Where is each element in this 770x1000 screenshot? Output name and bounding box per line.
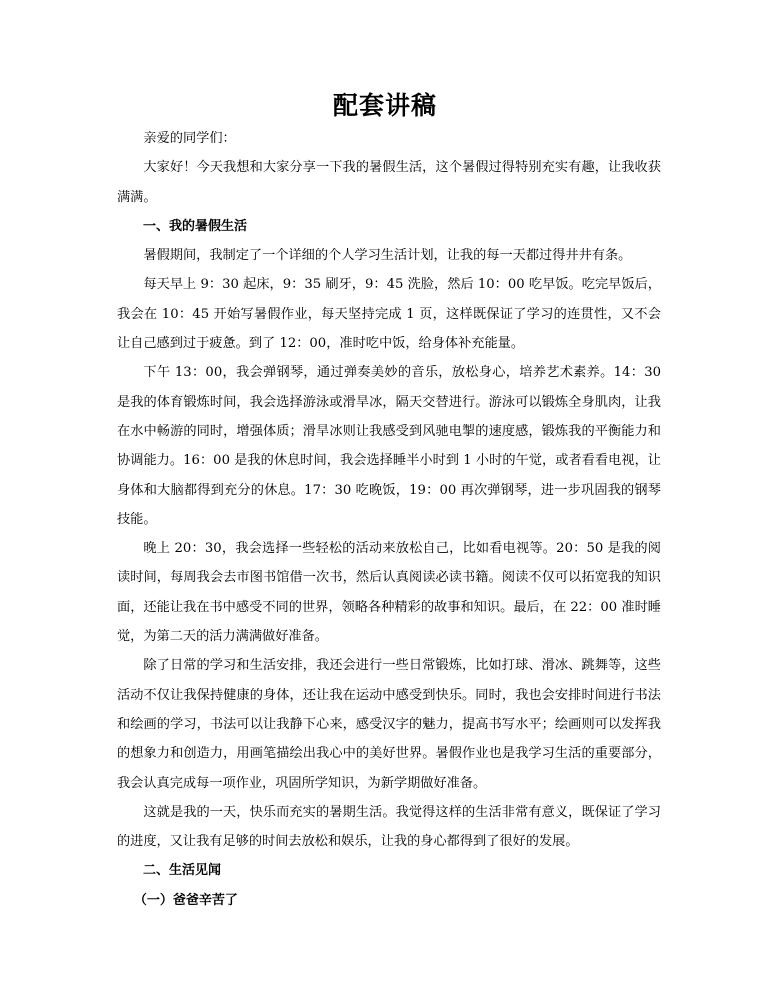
paragraph-afternoon: 下午 13：00，我会弹钢琴，通过弹奏美妙的音乐，放松身心，培养艺术素养。14：30 是我的体育锻炼时间，我会选择游泳或滑旱冰，隔天交替进行。游泳可以锻炼全身肌肉，让我在水中畅游的同时，增强体质；滑旱冰则让我感受到风驰电掣的速度感，锻炼我的平衡能力和协调能力。16：00 是我的休息时间，我会选择睡半小时到 1 小时的午觉，或者看看电视，让身体和大脑都得到充分的休息。17：30 吃晚饭，19：00 再次弹钢琴，进一步巩固我的钢琴技能。 <box>117 365 661 527</box>
paragraph-plan: 暑假期间，我制定了一个详细的个人学习生活计划，让我的每一天都过得井井有条。 <box>143 248 632 264</box>
intro-paragraph: 大家好！今天我想和大家分享一下我的暑假生活，这个暑假过得特别充实有趣，让我收获满满。 <box>117 160 661 205</box>
salutation: 亲爱的同学们： <box>143 131 236 146</box>
section-heading-summer-life: 一、我的暑假生活 <box>143 218 248 234</box>
paragraph-conclusion: 这就是我的一天，快乐而充实的暑期生活。我觉得这样的生活非常有意义，既保证了学习的进度，又让我有足够的时间去放松和娱乐，让我的身心都得到了很好的发展。 <box>117 804 661 850</box>
paragraph-evening: 晚上 20：30，我会选择一些轻松的活动来放松自己，比如看电视等。20：50 是我的阅读时间，每周我会去市图书馆借一次书，然后认真阅读必读书籍。阅读不仅可以拓宽我的知识面，还能让我在书中感受不同的世界，领略各种精彩的故事和知识。最后，在 22：00 准时睡觉，为第二天的活力满满做好准备。 <box>117 541 661 645</box>
document-body <box>117 124 661 915</box>
section-heading-life-observations: 二、生活见闻 <box>143 863 222 879</box>
document-title: 配套讲稿 <box>332 91 437 120</box>
paragraph-activities: 除了日常的学习和生活安排，我还会进行一些日常锻炼，比如打球、滑冰、跳舞等，这些活动不仅让我保持健康的身体，还让我在运动中感受到快乐。同时，我也会安排时间进行书法和绘画的学习，书法可以让我静下心来，感受汉字的魅力，提高书写水平；绘画则可以发挥我的想象力和创造力，用画笔描绘出我心中的美好世界。暑假作业也是我学习生活的重要部分，我会认真完成每一项作业，巩固所学知识，为新学期做好准备。 <box>117 658 661 791</box>
subsection-heading-dad: （一）爸爸辛苦了 <box>133 892 238 908</box>
paragraph-morning: 每天早上 9：30 起床，9：35 刷牙，9：45 洗脸，然后 10：00 吃早饭。吃完早饭后，我会在 10：45 开始写暑假作业，每天坚持完成 1 页，这样既保证了学习的连贯性，又不会让自己感到过于疲惫。到了 12：00，准时吃中饭，给身体补充能量。 <box>117 277 661 352</box>
